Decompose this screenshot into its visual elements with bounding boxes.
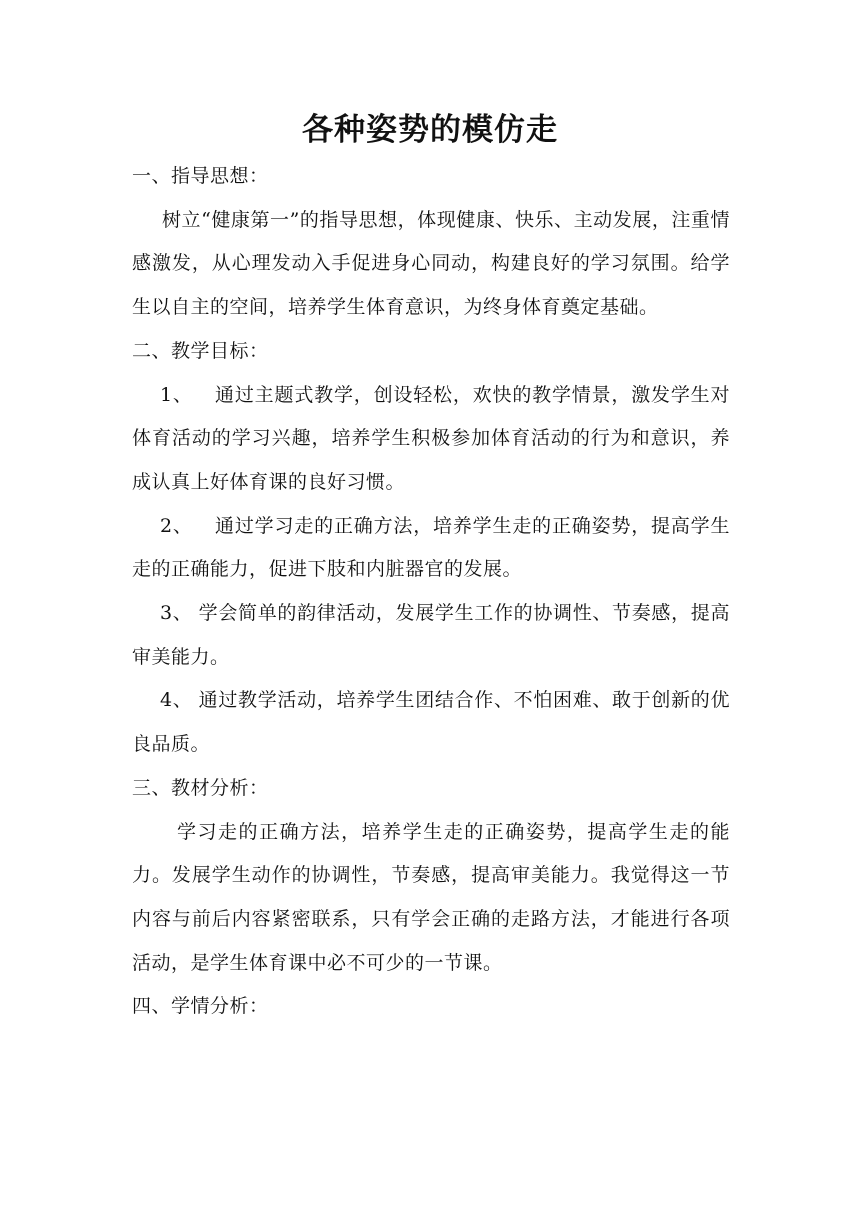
section-heading-teaching-goals: 二、教学目标： [132,339,269,362]
goal-item-number: 2、 [160,514,193,537]
goal-item-3 [132,592,730,679]
goal-item-2 [132,505,730,592]
page-title: 各种姿势的模仿走 [302,112,558,148]
section-heading-learner-analysis: 四、学情分析： [132,995,269,1018]
goal-item-number: 3、 [160,602,193,625]
goal-item-text: 学会简单的韵律活动，发展学生工作的协调性、节奏感，提高审美能力。 [132,602,730,668]
goal-item-text: 通过主题式教学，创设轻松，欢快的教学情景，激发学生对体育活动的学习兴趣，培养学生积极参加体育活动的行为和意识，养成认真上好体育课的良好习惯。 [132,383,730,493]
paragraph-guiding-idea: 树立“健康第一”的指导思想，体现健康、快乐、主动发展，注重情感激发，从心理发动入手促进身心同动，构建良好的学习氛围。给学生以自主的空间，培养学生体育意识，为终身体育奠定基础。 [132,208,730,319]
section-heading-material-analysis: 三、教材分析： [132,776,269,799]
section-heading-guiding-idea: 一、指导思想： [132,165,269,187]
goal-item-text: 通过学习走的正确方法，培养学生走的正确姿势，提高学生走的正确能力，促进下肢和内脏器官的发展。 [132,514,730,581]
document-body [132,155,730,1029]
goal-item-text: 通过教学活动，培养学生团结合作、不怕困难、敢于创新的优良品质。 [132,689,730,756]
goal-item-number: 4、 [160,689,193,712]
goal-item-4 [132,679,730,766]
paragraph-material-analysis: 学习走的正确方法，培养学生走的正确姿势，提高学生走的能力。发展学生动作的协调性，节奏感，提高审美能力。我觉得这一节内容与前后内容紧密联系，只有学会正确的走路方法，才能进行各项活动，是学生体育课中必不可少的一节课。 [132,820,730,974]
goal-item-1 [132,374,730,505]
goal-item-number: 1、 [160,383,193,406]
